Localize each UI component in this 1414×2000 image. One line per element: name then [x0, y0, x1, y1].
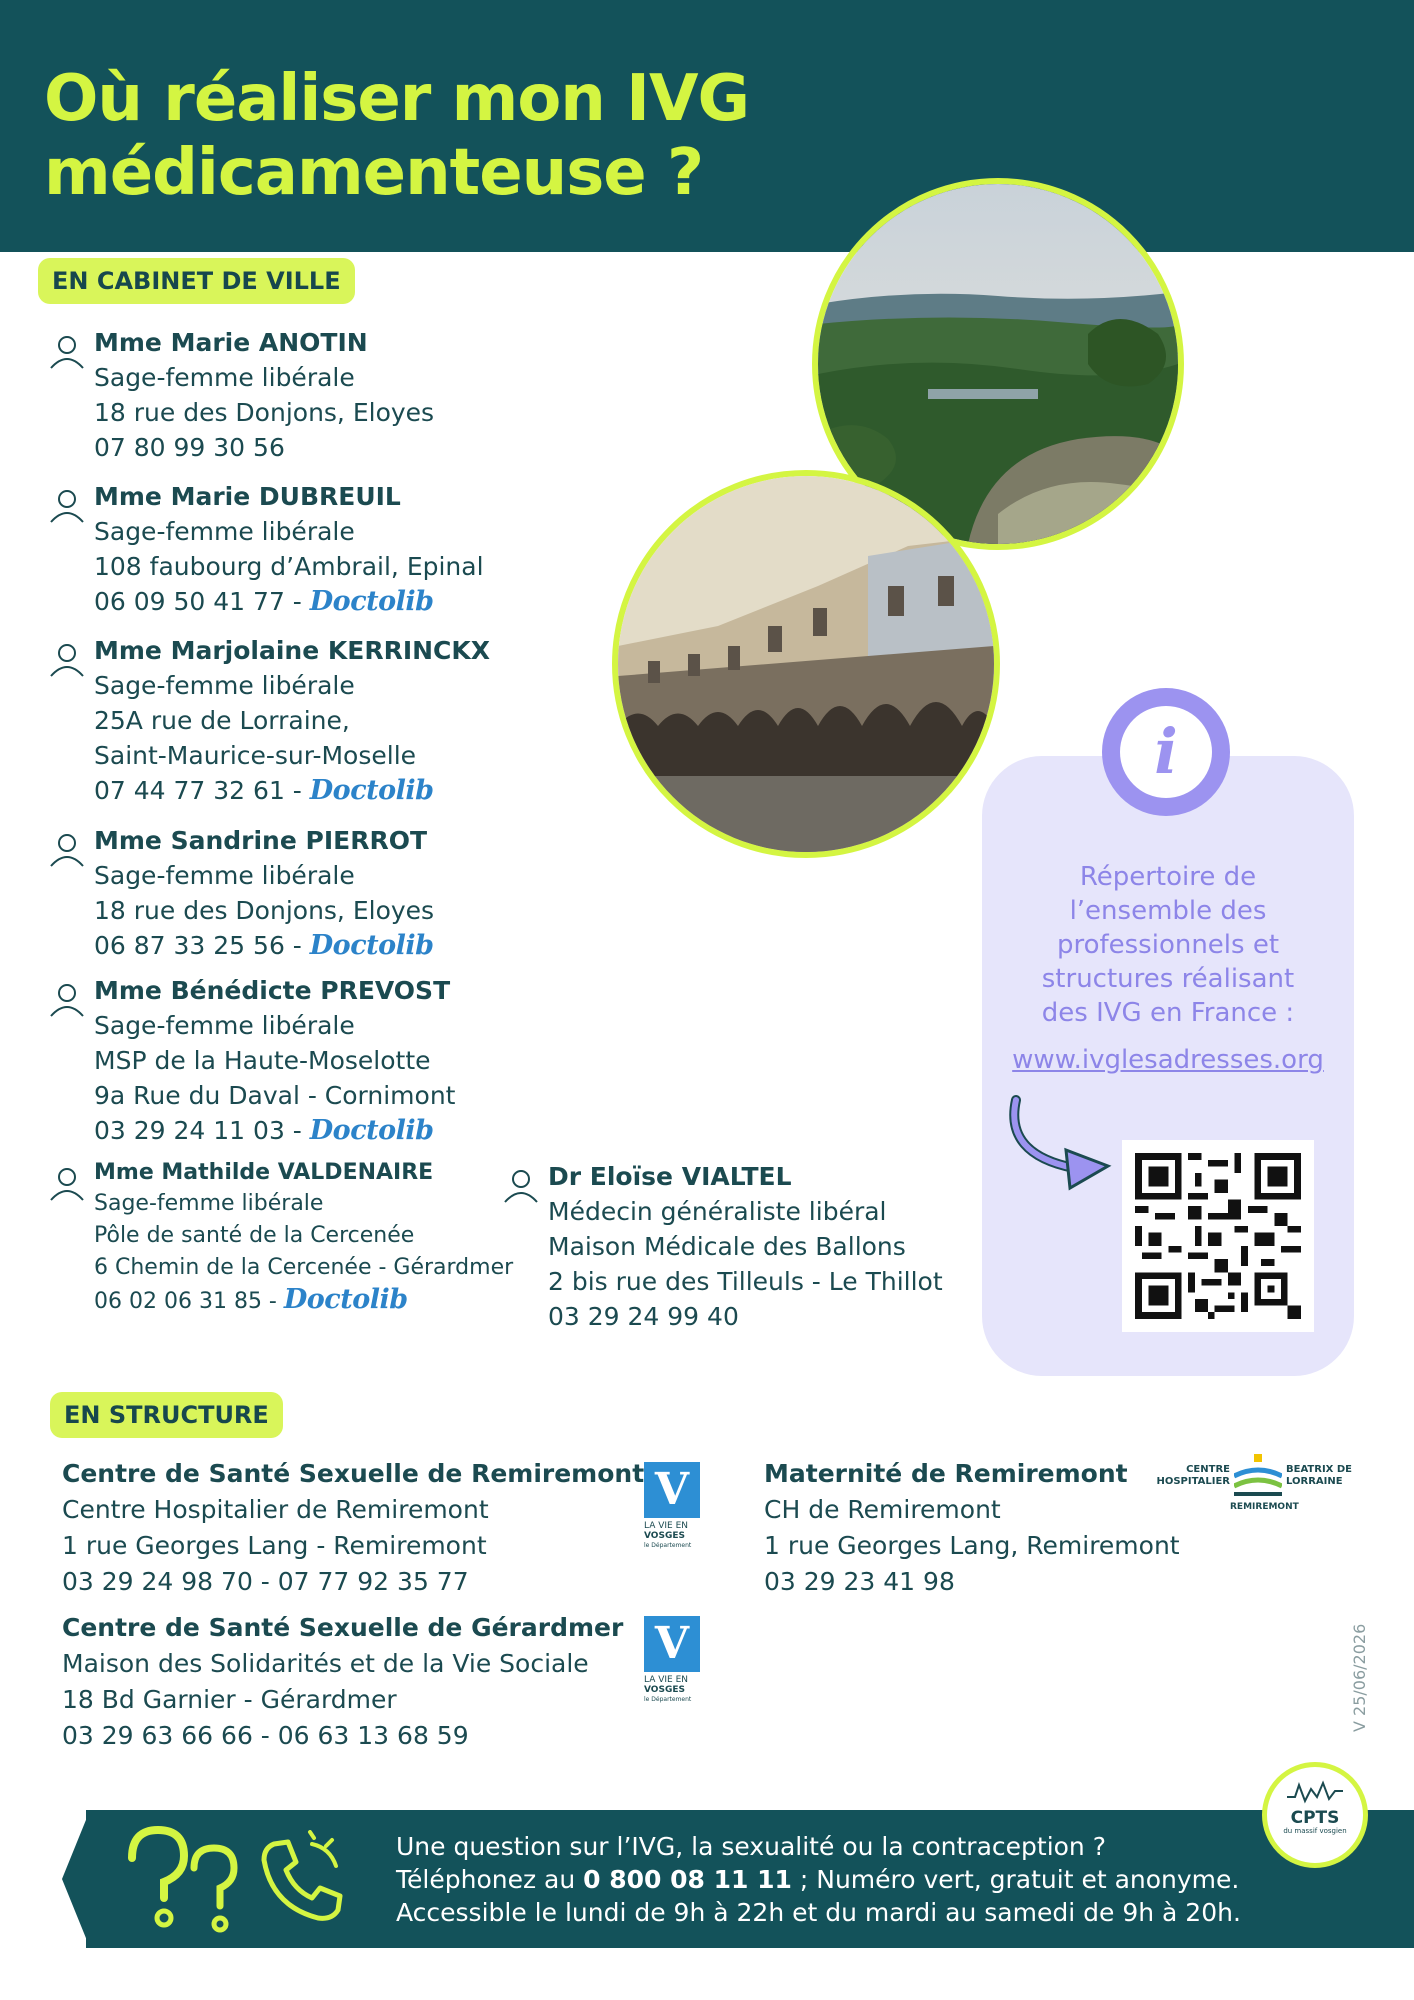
- person-icon: [48, 1164, 86, 1202]
- contact-role: Médecin généraliste libéral: [548, 1197, 887, 1226]
- contact-name: Mme Marjolaine KERRINCKX: [94, 636, 491, 665]
- info-line: structures réalisant: [1041, 964, 1295, 994]
- doctolib-link[interactable]: Doctolib: [309, 586, 434, 617]
- contact-address-2: 6 Chemin de la Cercenée - Gérardmer: [94, 1255, 514, 1280]
- structure-name: Centre de Santé Sexuelle de Remiremont: [62, 1459, 645, 1488]
- structure-line-2: 1 rue Georges Lang, Remiremont: [764, 1531, 1180, 1560]
- doctolib-link[interactable]: Doctolib: [309, 775, 434, 806]
- contact-name: Mme Marie DUBREUIL: [94, 482, 401, 511]
- vosges-logo-text: LA VIE EN VOSGES le Département: [644, 1521, 692, 1549]
- contact-address-2: 2 bis rue des Tilleuls - Le Thillot: [548, 1267, 943, 1296]
- contact-phone-row: [94, 1113, 564, 1148]
- footer-line-1: Une question sur l’IVG, la sexualité ou la contraception ?: [396, 1832, 1106, 1861]
- qr-code[interactable]: [1122, 1140, 1314, 1332]
- contact-phone-row: [94, 1284, 564, 1318]
- cpts-label: CPTS: [1290, 1808, 1340, 1828]
- contact-role: Sage-femme libérale: [94, 1011, 355, 1040]
- contact-phone[interactable]: 07 44 77 32 61 -: [94, 776, 302, 805]
- title-line-2: médicamenteuse ?: [44, 136, 704, 210]
- contact-phone-row: [94, 928, 564, 963]
- person-icon: [48, 640, 86, 678]
- contact-address-1: MSP de la Haute-Moselotte: [94, 1046, 431, 1075]
- contact-address: 18 rue des Donjons, Eloyes: [94, 896, 435, 925]
- contact-kerrinckx: [94, 634, 564, 808]
- curved-arrow-icon: [1004, 1094, 1116, 1194]
- structure-maternite: [764, 1456, 1180, 1600]
- cpts-logo-mark: [1285, 1779, 1345, 1805]
- info-card-text: [1000, 860, 1336, 1030]
- info-line: Répertoire de: [1079, 862, 1257, 892]
- contact-anotin: [94, 326, 564, 465]
- hospital-logo-mark: [1234, 1454, 1282, 1498]
- contact-valdenaire: [94, 1158, 564, 1318]
- contact-role: Sage-femme libérale: [94, 517, 355, 546]
- vosges-logo-mark: V: [644, 1462, 700, 1518]
- structure-line-1: Centre Hospitalier de Remiremont: [62, 1495, 489, 1524]
- structure-phone[interactable]: 03 29 23 41 98: [764, 1567, 955, 1596]
- structure-gerardmer: [62, 1610, 623, 1754]
- footer-line-2: Téléphonez au 0 800 08 11 11 ; Numéro vert, gratuit et anonyme.: [396, 1865, 1240, 1894]
- town-photo: [612, 470, 1000, 858]
- section-label-cabinet: EN CABINET DE VILLE: [38, 258, 355, 304]
- info-icon: i: [1120, 706, 1212, 798]
- info-line: professionnels et: [1056, 930, 1280, 960]
- section-label-structure: EN STRUCTURE: [50, 1392, 283, 1438]
- structure-line-1: CH de Remiremont: [764, 1495, 1001, 1524]
- cpts-sub: du massif vosgien: [1283, 1827, 1347, 1835]
- doctolib-link[interactable]: Doctolib: [309, 930, 434, 961]
- structure-remiremont: [62, 1456, 644, 1600]
- contact-phone[interactable]: 06 02 06 31 85 -: [94, 1289, 277, 1314]
- ivg-directory-link[interactable]: www.ivglesadresses.org: [1012, 1045, 1324, 1075]
- structure-phone[interactable]: 03 29 24 98 70 - 07 77 92 35 77: [62, 1567, 469, 1596]
- hospital-logo-bottom: REMIREMONT: [1230, 1502, 1299, 1512]
- structure-name: Maternité de Remiremont: [764, 1459, 1128, 1488]
- page-title: [44, 62, 864, 210]
- structure-name: Centre de Santé Sexuelle de Gérardmer: [62, 1613, 624, 1642]
- cpts-logo: [1262, 1762, 1368, 1868]
- contact-pierrot: [94, 824, 564, 963]
- contact-phone[interactable]: 03 29 24 11 03 -: [94, 1116, 302, 1145]
- contact-phone-row: [94, 584, 564, 619]
- contact-prevost: [94, 974, 564, 1148]
- contact-name: Mme Bénédicte PREVOST: [94, 976, 451, 1005]
- hospital-logo-left: CENTRE HOSPITALIER: [1156, 1464, 1230, 1487]
- footer-line-3: Accessible le lundi de 9h à 22h et du mardi au samedi de 9h à 20h.: [396, 1898, 1241, 1927]
- contact-address-2: Saint-Maurice-sur-Moselle: [94, 741, 417, 770]
- contact-name: Mme Sandrine PIERROT: [94, 826, 428, 855]
- contact-role: Sage-femme libérale: [94, 671, 355, 700]
- vosges-logo-mark: V: [644, 1616, 700, 1672]
- person-icon: [48, 486, 86, 524]
- hospital-logo-right: BEATRIX DE LORRAINE: [1286, 1464, 1352, 1487]
- footer-text: [396, 1830, 1241, 1929]
- contact-address: 18 rue des Donjons, Eloyes: [94, 398, 435, 427]
- contact-phone[interactable]: 06 87 33 25 56 -: [94, 931, 302, 960]
- info-line: l’ensemble des: [1069, 896, 1267, 926]
- person-icon: [48, 830, 86, 868]
- contact-address-1: Maison Médicale des Ballons: [548, 1232, 906, 1261]
- contact-dubreuil: [94, 480, 564, 619]
- info-line: des IVG en France :: [1041, 998, 1295, 1028]
- contact-name: Mme Mathilde VALDENAIRE: [94, 1160, 434, 1185]
- contact-phone-row: [94, 773, 564, 808]
- version-label: V 25/06/2026: [1350, 1623, 1369, 1732]
- contact-address-1: Pôle de santé de la Cercenée: [94, 1223, 415, 1248]
- contact-vialtel: [548, 1160, 1018, 1334]
- contact-phone[interactable]: 03 29 24 99 40: [548, 1302, 739, 1331]
- contact-phone[interactable]: 06 09 50 41 77 -: [94, 587, 302, 616]
- vosges-logo-text: LA VIE EN VOSGES le Département: [644, 1675, 692, 1703]
- structure-phone[interactable]: 03 29 63 66 66 - 06 63 13 68 59: [62, 1721, 469, 1750]
- structure-line-2: 18 Bd Garnier - Gérardmer: [62, 1685, 397, 1714]
- title-line-1: Où réaliser mon IVG: [44, 62, 749, 136]
- contact-address: 108 faubourg d’Ambrail, Epinal: [94, 552, 484, 581]
- doctolib-link[interactable]: Doctolib: [283, 1284, 408, 1315]
- structure-line-2: 1 rue Georges Lang - Remiremont: [62, 1531, 487, 1560]
- hotline-number[interactable]: 0 800 08 11 11: [583, 1865, 792, 1894]
- contact-phone[interactable]: 07 80 99 30 56: [94, 433, 285, 462]
- phone-icon: [252, 1830, 352, 1930]
- contact-address-2: 9a Rue du Daval - Cornimont: [94, 1081, 456, 1110]
- person-icon: [48, 332, 86, 370]
- contact-name: Dr Eloïse VIALTEL: [548, 1162, 792, 1191]
- contact-role: Sage-femme libérale: [94, 1191, 324, 1216]
- contact-role: Sage-femme libérale: [94, 363, 355, 392]
- contact-name: Mme Marie ANOTIN: [94, 328, 368, 357]
- question-marks-icon: [110, 1818, 250, 1942]
- hospital-logo: [1148, 1450, 1380, 1530]
- doctolib-link[interactable]: Doctolib: [309, 1115, 434, 1146]
- person-icon: [48, 980, 86, 1018]
- vosges-logo: [644, 1616, 700, 1705]
- structure-line-1: Maison des Solidarités et de la Vie Sociale: [62, 1649, 589, 1678]
- contact-address-1: 25A rue de Lorraine,: [94, 706, 350, 735]
- vosges-logo: [644, 1462, 700, 1551]
- person-icon: [502, 1166, 540, 1204]
- contact-role: Sage-femme libérale: [94, 861, 355, 890]
